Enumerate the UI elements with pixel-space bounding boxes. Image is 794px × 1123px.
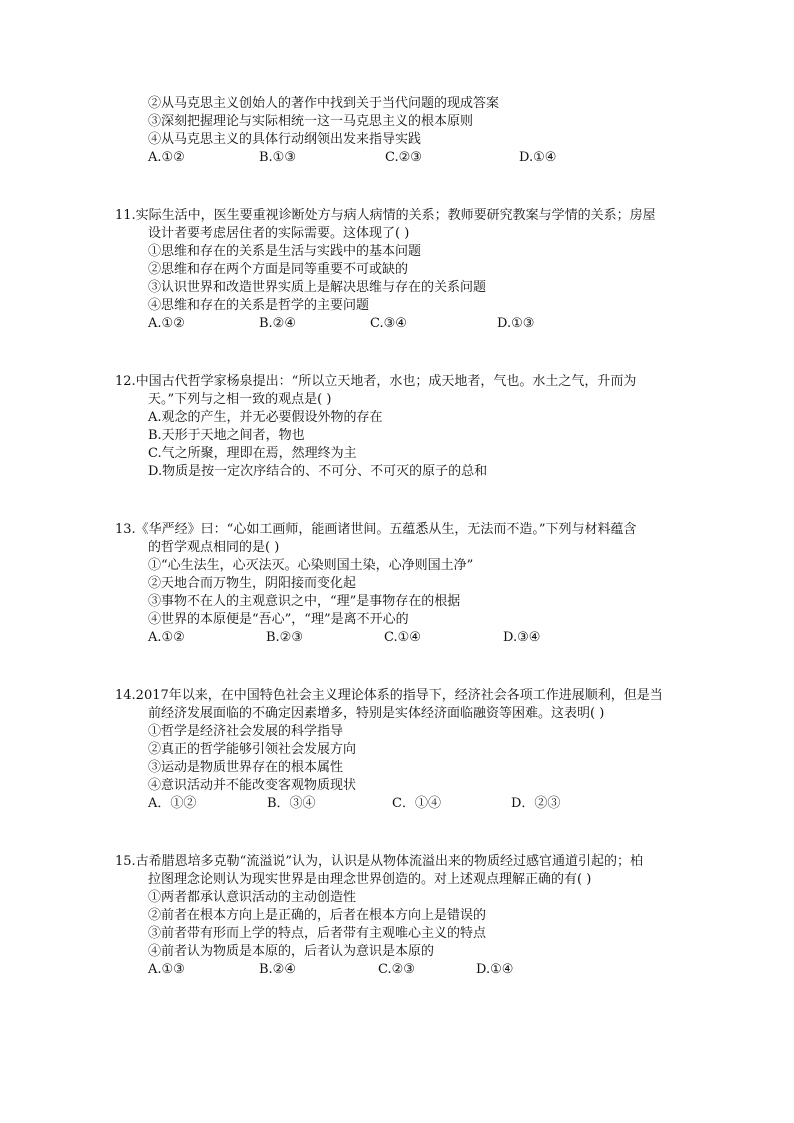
- q14-option-a: A．①②: [148, 796, 197, 811]
- q14-item-1: ①哲学是经济社会发展的科学指导: [148, 724, 344, 739]
- q13-stem-line-2: 的哲学观点相同的是( ): [148, 540, 280, 555]
- q11-item-4: ④思维和存在的关系是哲学的主要问题: [148, 298, 370, 313]
- q10-option-c: C.②③: [385, 150, 422, 165]
- q10-item-3: ③深刻把握理论与实际相统一这一马克思主义的根本原则: [148, 114, 474, 129]
- q13-option-a: A.①②: [148, 630, 185, 645]
- q15-stem-line-2: 拉图理念论则认为现实世界是由理念世界创造的。对上述观点理解正确的有( ): [148, 872, 592, 887]
- q11-item-1: ①思维和存在的关系是生活与实践中的基本问题: [148, 244, 422, 259]
- q14-option-d: D．②③: [511, 796, 561, 811]
- q15-option-c: C.②③: [378, 962, 415, 977]
- q13-item-2: ②天地合而万物生，阴阳接而变化起: [148, 576, 357, 591]
- q11-item-2: ②思维和存在两个方面是同等重要不可或缺的: [148, 262, 409, 277]
- q10-option-d: D.①④: [519, 150, 557, 165]
- q14-item-3: ③运动是物质世界存在的根本属性: [148, 760, 344, 775]
- q12-option-b: B.天形于天地之间者，物也: [148, 428, 305, 443]
- q11-option-d: D.①③: [497, 316, 535, 331]
- q12-stem-line-2: 天。”下列与之相一致的观点是( ): [148, 392, 332, 407]
- q15-option-b: B.②④: [259, 962, 296, 977]
- q14-stem-line-1: 14.2017年以来，在中国特色社会主义理论体系的指导下，经济社会各项工作进展顺利，但是当: [115, 688, 663, 703]
- q13-item-4: ④世界的本原便是“吾心”，“理”是离不开心的: [148, 612, 409, 627]
- q15-item-3: ③前者带有形而上学的特点，后者带有主观唯心主义的特点: [148, 926, 487, 941]
- q15-item-1: ①两者都承认意识活动的主动创造性: [148, 890, 357, 905]
- q14-item-2: ②真正的哲学能够引领社会发展方向: [148, 742, 357, 757]
- q14-option-c: C．①④: [392, 796, 441, 811]
- q15-item-4: ④前者认为物质是本原的，后者认为意识是本原的: [148, 944, 435, 959]
- q10-option-a: A.①②: [148, 150, 185, 165]
- q13-item-1: ①“心生法生，心灭法灭。心染则国土染，心净则国土净”: [148, 558, 474, 573]
- q11-option-b: B.②④: [259, 316, 296, 331]
- q12-option-a: A.观念的产生，并无必要假设外物的存在: [148, 410, 383, 425]
- q12-option-c: C.气之所聚，理即在焉，然理终为主: [148, 446, 357, 461]
- q11-option-c: C.③④: [370, 316, 407, 331]
- q13-item-3: ③事物不在人的主观意识之中，“理”是事物存在的根据: [148, 594, 461, 609]
- q15-option-a: A.①③: [148, 962, 185, 977]
- q13-option-b: B.②③: [266, 630, 303, 645]
- q15-option-d: D.①④: [476, 962, 514, 977]
- q13-option-d: D.③④: [503, 630, 541, 645]
- q10-option-b: B.①③: [259, 150, 296, 165]
- q11-stem-line-1: 11.实际生活中，医生要重视诊断处方与病人病情的关系；教师要研究教案与学情的关系；房屋: [115, 208, 656, 223]
- q12-option-d: D.物质是按一定次序结合的、不可分、不可灭的原子的总和: [148, 464, 488, 479]
- q10-item-4: ④从马克思主义的具体行动纲领出发来指导实践: [148, 132, 422, 147]
- q15-item-2: ②前者在根本方向上是正确的，后者在根本方向上是错误的: [148, 908, 487, 923]
- q12-stem-line-1: 12.中国古代哲学家杨泉提出：“所以立天地者，水也；成天地者，气也。水土之气，升而为: [115, 374, 637, 389]
- q10-item-2: ②从马克思主义创始人的著作中找到关于当代问题的现成答案: [148, 96, 500, 111]
- q14-option-b: B．③④: [267, 796, 316, 811]
- q14-stem-line-2: 前经济发展面临的不确定因素增多，特别是实体经济面临融资等困难。这表明( ): [148, 706, 605, 721]
- q15-stem-line-1: 15.古希腊恩培多克勒“流溢说”认为，认识是从物体流溢出来的物质经过感官通道引起的；柏: [115, 854, 643, 869]
- q13-option-c: C.①④: [384, 630, 421, 645]
- q11-stem-line-2: 设计者要考虑居住者的实际需要。这体现了( ): [148, 226, 410, 241]
- q14-item-4: ④意识活动并不能改变客观物质现状: [148, 778, 357, 793]
- q11-item-3: ③认识世界和改造世界实质上是解决思维与存在的关系问题: [148, 280, 487, 295]
- q13-stem-line-1: 13.《华严经》曰：“心如工画师，能画诸世间。五蕴悉从生，无法而不造。”下列与材料蕴含: [115, 522, 637, 537]
- q11-option-a: A.①②: [148, 316, 185, 331]
